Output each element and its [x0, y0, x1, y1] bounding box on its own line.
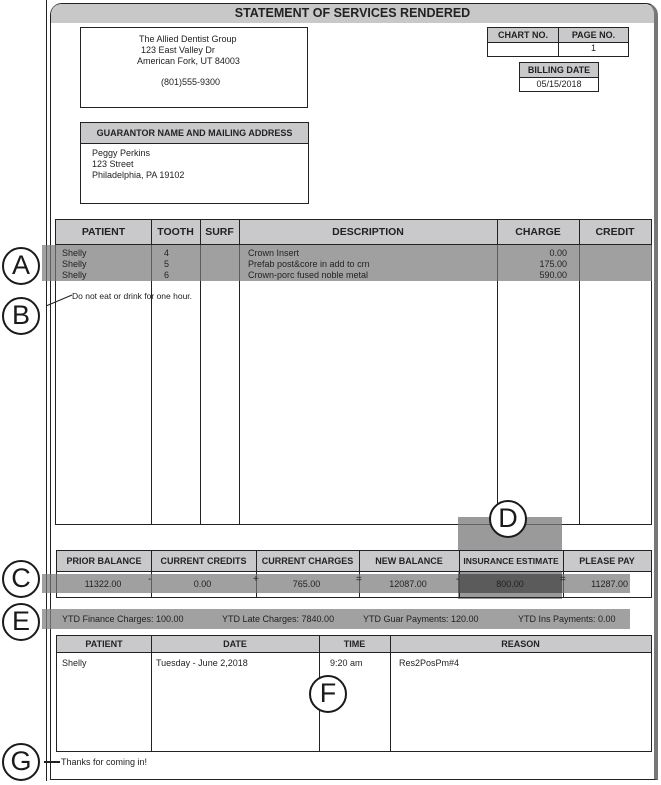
col-header-charge: CHARGE — [515, 226, 561, 238]
service-description: Crown-porc fused noble metal — [248, 270, 369, 280]
new-balance-value: 12087.00 — [389, 579, 427, 589]
col-header-patient: PATIENT — [81, 226, 126, 238]
service-charge: 590.00 — [539, 270, 567, 280]
appt-patient: Shelly — [62, 658, 87, 668]
practice-phone: (801)555-9300 — [161, 77, 221, 87]
callout-b-leader — [44, 292, 74, 308]
guarantor-city: Philadelphia, PA 19102 — [92, 170, 185, 180]
col-header-surf: SURF — [205, 226, 234, 238]
appt-header-reason: REASON — [501, 639, 540, 649]
prior-balance-value: 11322.00 — [84, 579, 122, 589]
summary-header-prior-balance: PRIOR BALANCE — [66, 556, 142, 566]
service-charge: 0.00 — [549, 248, 567, 258]
summary-header-insurance-estimate: INSURANCE ESTIMATE — [463, 556, 559, 566]
guarantor-box — [80, 122, 309, 204]
service-charge: 175.00 — [539, 259, 567, 269]
practice-address-box — [80, 27, 308, 108]
appt-header-patient: PATIENT — [85, 639, 123, 649]
summary-header-current-charges: CURRENT CHARGES — [261, 556, 354, 566]
service-patient: Shelly — [62, 248, 87, 258]
page-left-border — [46, 0, 47, 781]
page-no-value: 1 — [590, 43, 596, 53]
insurance-estimate-value: 800.00 — [496, 579, 524, 589]
please-pay-value: 11287.00 — [591, 579, 628, 589]
service-patient: Shelly — [62, 270, 87, 280]
billing-date-value: 05/15/2018 — [536, 79, 582, 89]
operator-equals: = — [356, 574, 362, 585]
summary-header-please-pay: PLEASE PAY — [579, 556, 635, 566]
service-patient: Shelly — [62, 259, 87, 269]
appt-header-time: TIME — [343, 639, 366, 649]
appt-header-date: DATE — [223, 639, 247, 649]
operator-minus: - — [456, 574, 460, 585]
operator-equals: = — [560, 574, 566, 585]
page-no-label: PAGE NO. — [559, 28, 628, 42]
col-header-credit: CREDIT — [595, 226, 635, 238]
chart-page-box — [487, 27, 629, 57]
callout-g: G — [2, 743, 40, 781]
billing-date-label: BILLING DATE — [520, 63, 598, 77]
service-tooth: 4 — [164, 248, 170, 258]
appt-time: 9:20 am — [330, 658, 363, 668]
service-note: Do not eat or drink for one hour. — [72, 291, 193, 301]
ytd-finance-charges: YTD Finance Charges: 100.00 — [62, 614, 184, 624]
summary-header-current-credits: CURRENT CREDITS — [160, 556, 247, 566]
ytd-late-charges: YTD Late Charges: 7840.00 — [222, 614, 335, 624]
col-header-tooth: TOOTH — [157, 226, 194, 238]
current-charges-value: 765.00 — [292, 579, 321, 589]
billing-date-box — [519, 62, 599, 92]
operator-minus: - — [148, 574, 152, 585]
col-header-description: DESCRIPTION — [332, 226, 404, 238]
callout-g-leader — [44, 761, 60, 763]
service-tooth: 6 — [164, 270, 170, 280]
appt-date: Tuesday - June 2,2018 — [156, 658, 248, 668]
service-description: Prefab post&core in add to crn — [248, 259, 370, 269]
guarantor-header: GUARANTOR NAME AND MAILING ADDRESS — [81, 123, 308, 143]
callout-c: C — [2, 560, 40, 598]
guarantor-street: 123 Street — [92, 159, 134, 169]
callout-b: B — [2, 297, 40, 335]
callout-f: F — [309, 675, 347, 713]
guarantor-name: Peggy Perkins — [92, 148, 151, 158]
footer-message: Thanks for coming in! — [61, 757, 148, 767]
operator-plus: + — [253, 574, 259, 585]
practice-city: American Fork, UT 84003 — [137, 56, 240, 66]
practice-name: The Allied Dentist Group — [139, 34, 237, 44]
ytd-ins-payments: YTD Ins Payments: 0.00 — [518, 614, 616, 624]
practice-street: 123 East Valley Dr — [141, 45, 215, 55]
callout-a: A — [2, 247, 40, 285]
callout-e: E — [2, 603, 40, 641]
appointments-table — [56, 635, 652, 752]
service-tooth: 5 — [164, 259, 170, 269]
ytd-guar-payments: YTD Guar Payments: 120.00 — [363, 614, 479, 624]
appt-reason: Res2PosPm#4 — [399, 658, 460, 668]
summary-header-new-balance: NEW BALANCE — [375, 556, 443, 566]
service-description: Crown Insert — [248, 248, 300, 258]
statement-title: STATEMENT OF SERVICES RENDERED — [51, 4, 654, 23]
current-credits-value: 0.00 — [193, 579, 212, 589]
chart-no-label: CHART NO. — [488, 28, 558, 42]
callout-d: D — [489, 500, 527, 538]
